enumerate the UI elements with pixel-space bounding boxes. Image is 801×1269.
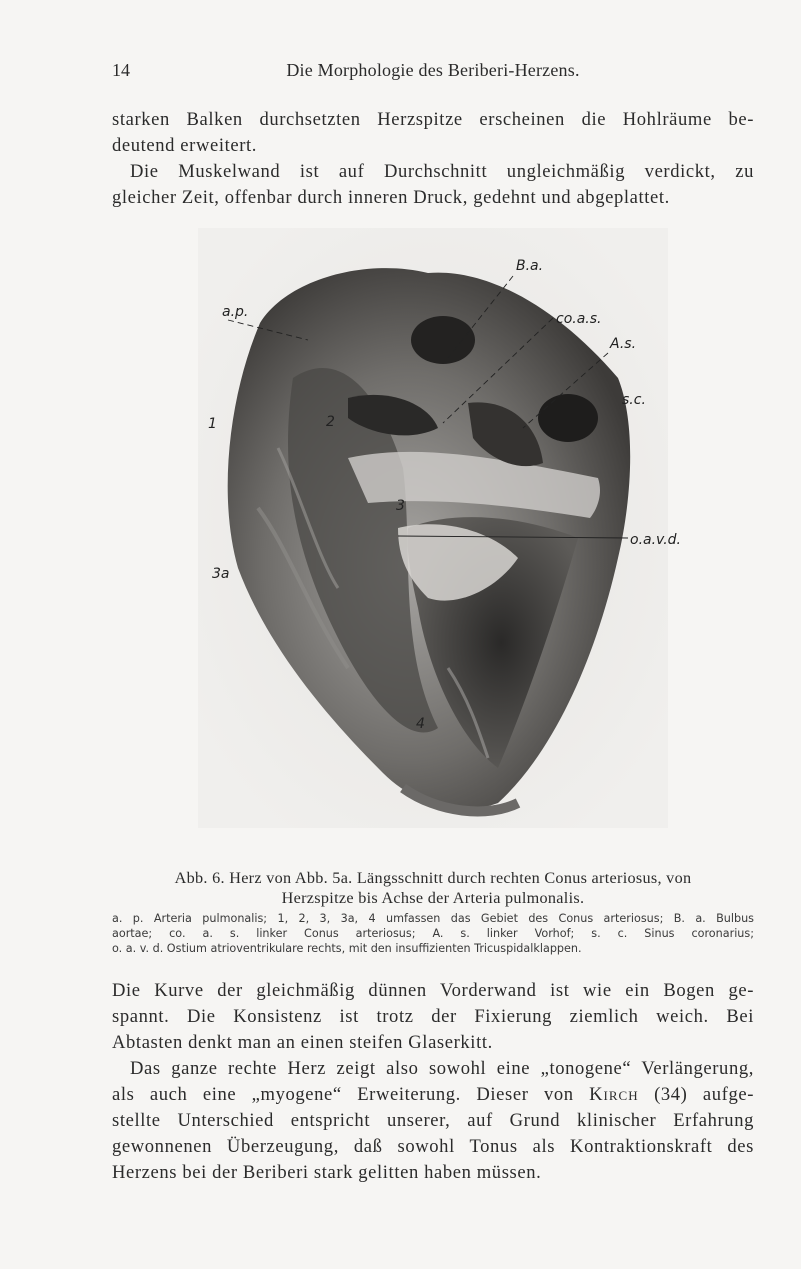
text-fragment: (34) aufge- xyxy=(654,1084,754,1105)
heart-section-photo xyxy=(198,228,681,828)
text-line: Herzens bei der Beriberi stark gelitten haben müssen. xyxy=(112,1162,542,1183)
label-as: A.s. xyxy=(610,336,637,352)
caption-line: Herzspitze bis Achse der Arteria pulmonalis. xyxy=(281,889,585,907)
label-3a: 3a xyxy=(212,566,230,582)
page-number: 14 xyxy=(112,60,130,80)
text-line xyxy=(112,1082,754,1108)
text-line: Abtasten denkt man an einen steifen Glaserkitt. xyxy=(112,1032,493,1053)
text-line: Die Kurve der gleichmäßig dünnen Vorderwand ist wie ein Bogen ge- xyxy=(112,980,754,1001)
label-sc: s.c. xyxy=(622,392,646,408)
aortic-opening xyxy=(411,316,475,364)
text-line: starken Balken durchsetzten Herzspitze erscheinen die Hohlräume be- xyxy=(112,109,754,130)
label-coas: co.a.s. xyxy=(556,311,602,327)
legend-line: o. a. v. d. Ostium atrioventrikulare rechts, mit den insuffizienten Tricuspidalklappen. xyxy=(112,942,582,955)
text-line: Das ganze rechte Herz zeigt also sowohl eine „tonogene“ Verlängerung, xyxy=(130,1058,754,1079)
figure-caption xyxy=(112,868,754,908)
label-4: 4 xyxy=(416,716,425,732)
text-fragment: als auch eine „myogene“ Erweiterung. Dieser von xyxy=(112,1084,574,1105)
text-line: gewonnenen Überzeugung, daß sowohl Tonus als Kontraktionskraft des xyxy=(112,1136,754,1157)
label-2: 2 xyxy=(326,414,335,430)
text-line: gleicher Zeit, offenbar durch inneren Druck, gedehnt und abgeplattet. xyxy=(112,187,670,208)
text-line: Die Muskelwand ist auf Durchschnitt ungleichmäßig verdickt, zu xyxy=(130,161,754,182)
text-line: stellte Unterschied entspricht unserer, auf Grund klinischer Erfahrung xyxy=(112,1110,754,1131)
legend-line: a. p. Arteria pulmonalis; 1, 2, 3, 3a, 4 umfassen das Gebiet des Conus arteriosus; B. a. Bulbus xyxy=(112,912,754,925)
text-line: deutend erweitert. xyxy=(112,135,258,156)
label-3: 3 xyxy=(396,498,405,514)
coronary-sinus-opening xyxy=(538,394,598,442)
label-oavd: o.a.v.d. xyxy=(630,532,681,548)
running-title: Die Morphologie des Beriberi-Herzens. xyxy=(286,60,580,80)
label-ap: a.p. xyxy=(222,304,249,320)
label-ba: B.a. xyxy=(516,258,544,274)
author-name: Kirch xyxy=(589,1084,639,1105)
label-1: 1 xyxy=(208,416,217,432)
legend-line: aortae; co. a. s. linker Conus arteriosus; A. s. linker Vorhof; s. c. Sinus coronarius; xyxy=(112,927,754,940)
text-line: spannt. Die Konsistenz ist trotz der Fixierung ziemlich weich. Bei xyxy=(112,1006,754,1027)
body-paragraph xyxy=(112,978,754,1186)
page-header xyxy=(112,60,754,86)
intro-paragraph xyxy=(112,107,754,211)
figure-legend xyxy=(112,911,754,956)
caption-line: Abb. 6. Herz von Abb. 5a. Längsschnitt durch rechten Conus arteriosus, von xyxy=(174,869,692,887)
heart-section-figure xyxy=(198,228,681,828)
